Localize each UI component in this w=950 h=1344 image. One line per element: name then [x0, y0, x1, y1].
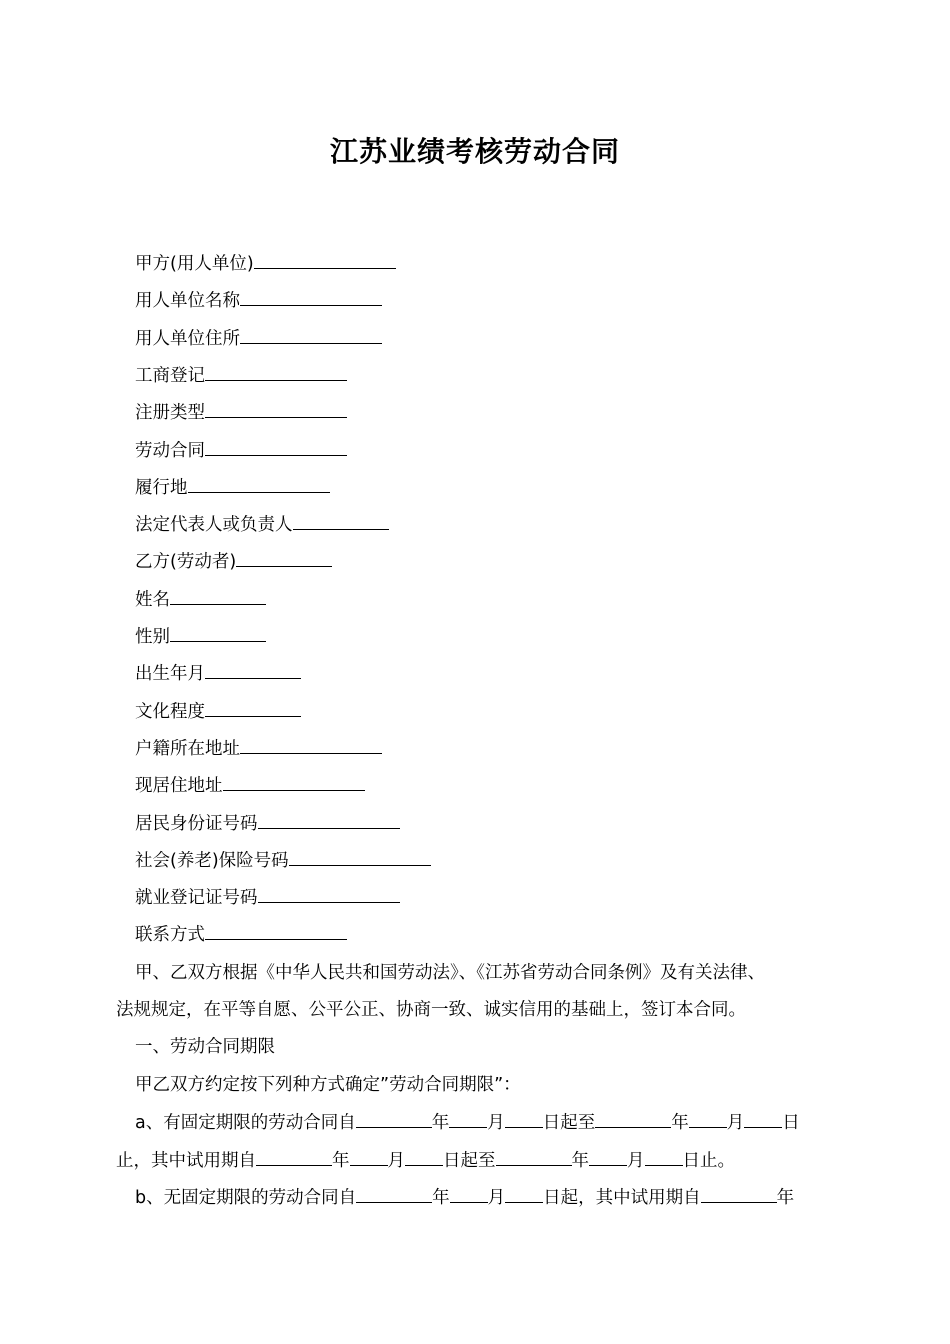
- form-field-blank[interactable]: [289, 847, 431, 866]
- form-field-label: 居民身份证号码: [135, 813, 258, 834]
- form-field-blank[interactable]: [170, 586, 266, 605]
- form-field-label: 现居住地址: [135, 776, 223, 797]
- day-label: 日: [782, 1113, 800, 1133]
- day-start-to-label: 日起至: [443, 1151, 496, 1171]
- year-label: 年: [432, 1188, 450, 1208]
- month-label: 月: [487, 1188, 506, 1208]
- clause-b-line1: [135, 1184, 794, 1211]
- day-start-to-label: 日起至: [542, 1113, 596, 1133]
- form-field-blank[interactable]: [205, 698, 301, 717]
- year-label: 年: [431, 1113, 450, 1133]
- form-field-blank[interactable]: [188, 474, 330, 493]
- form-field-label: 用人单位住所: [135, 328, 240, 349]
- day-end-label: 日止。: [682, 1151, 735, 1171]
- form-field-row: [135, 325, 382, 352]
- clause-a-line1: [135, 1109, 800, 1136]
- probation-start-year-blank[interactable]: [256, 1147, 332, 1166]
- form-field-label: 劳动合同: [135, 440, 205, 461]
- probation-end-month-blank[interactable]: [589, 1147, 627, 1166]
- month-label: 月: [627, 1151, 645, 1171]
- document-title: 江苏业绩考核劳动合同: [329, 135, 620, 168]
- form-field-blank[interactable]: [223, 772, 365, 791]
- form-field-label: 法定代表人或负责人: [135, 515, 293, 536]
- intro-paragraph-line1: 甲、乙双方根据《中华人民共和国劳动法》、《江苏省劳动合同条例》及有关法律、: [135, 963, 765, 983]
- form-field-row: [135, 287, 382, 314]
- form-field-blank[interactable]: [240, 287, 382, 306]
- b-start-month-blank[interactable]: [450, 1184, 488, 1203]
- month-label: 月: [726, 1113, 745, 1133]
- form-field-row: [135, 810, 400, 837]
- intro-paragraph-line2: 法规规定，在平等自愿、公平公正、协商一致、诚实信用的基础上，签订本合同。: [116, 1000, 746, 1020]
- form-field-row: [135, 698, 301, 725]
- section1-lead: 甲乙双方约定按下列种方式确定”劳动合同期限”：: [135, 1075, 521, 1095]
- year-label: 年: [776, 1188, 795, 1208]
- end-year-blank[interactable]: [595, 1109, 671, 1128]
- form-field-blank[interactable]: [205, 660, 301, 679]
- month-label: 月: [487, 1113, 505, 1133]
- clause-a-line2: [116, 1147, 735, 1174]
- form-field-row: [135, 474, 330, 501]
- year-label: 年: [332, 1151, 350, 1171]
- form-field-blank[interactable]: [240, 735, 382, 754]
- form-field-blank[interactable]: [205, 399, 347, 418]
- b-start-year-blank[interactable]: [356, 1184, 432, 1203]
- form-field-blank[interactable]: [236, 548, 332, 567]
- form-field-blank[interactable]: [170, 623, 266, 642]
- form-field-label: 甲方(用人单位): [135, 254, 254, 274]
- form-field-row: [135, 735, 382, 762]
- form-field-label: 性别: [135, 627, 170, 647]
- form-field-label: 注册类型: [135, 403, 205, 424]
- end-month-blank[interactable]: [689, 1109, 727, 1128]
- form-field-row: [135, 399, 347, 426]
- start-month-blank[interactable]: [449, 1109, 487, 1128]
- form-field-row: [135, 847, 431, 874]
- year-label: 年: [671, 1113, 689, 1133]
- form-field-label: 乙方(劳动者): [135, 552, 237, 573]
- start-year-blank[interactable]: [356, 1109, 432, 1128]
- start-day-blank[interactable]: [505, 1109, 543, 1128]
- clause-b-prefix: b、无固定期限的劳动合同自: [135, 1188, 357, 1208]
- form-field-label: 社会(养老)保险号码: [135, 850, 289, 871]
- form-field-row: [135, 772, 365, 799]
- probation-start-month-blank[interactable]: [350, 1147, 388, 1166]
- form-field-row: [135, 660, 301, 687]
- form-field-label: 用人单位名称: [135, 291, 240, 312]
- month-label: 月: [387, 1151, 405, 1171]
- form-field-row: [135, 437, 347, 464]
- end-day-blank[interactable]: [744, 1109, 782, 1128]
- form-field-blank[interactable]: [240, 325, 382, 344]
- form-field-row: [135, 548, 332, 575]
- probation-end-year-blank[interactable]: [496, 1147, 572, 1166]
- b-probation-year-blank[interactable]: [701, 1184, 777, 1203]
- form-field-blank[interactable]: [293, 511, 389, 530]
- form-field-blank[interactable]: [205, 921, 347, 940]
- form-field-blank[interactable]: [258, 810, 400, 829]
- probation-prefix: 止，其中试用期自: [116, 1151, 256, 1171]
- section1-heading: 一、劳动合同期限: [135, 1037, 275, 1057]
- form-field-label: 履行地: [135, 477, 188, 498]
- form-field-row: [135, 250, 396, 277]
- day-start-label: 日起，其中试用期自: [543, 1188, 701, 1208]
- form-field-label: 出生年月: [135, 664, 205, 685]
- form-field-label: 工商登记: [135, 365, 205, 386]
- form-field-label: 联系方式: [135, 925, 205, 946]
- form-field-row: [135, 586, 266, 613]
- year-label: 年: [571, 1151, 589, 1171]
- form-field-row: [135, 623, 266, 650]
- form-field-blank[interactable]: [205, 362, 347, 381]
- form-field-label: 姓名: [135, 589, 170, 610]
- probation-end-day-blank[interactable]: [645, 1147, 683, 1166]
- b-start-day-blank[interactable]: [505, 1184, 543, 1203]
- form-field-row: [135, 362, 347, 389]
- probation-start-day-blank[interactable]: [405, 1147, 443, 1166]
- form-field-row: [135, 511, 389, 538]
- form-field-label: 就业登记证号码: [135, 888, 258, 909]
- form-field-label: 文化程度: [135, 701, 205, 722]
- form-field-blank[interactable]: [258, 884, 400, 903]
- form-field-blank[interactable]: [254, 250, 396, 269]
- form-field-row: [135, 884, 400, 911]
- form-field-row: [135, 921, 347, 948]
- form-field-blank[interactable]: [205, 437, 347, 456]
- form-field-label: 户籍所在地址: [135, 738, 240, 759]
- clause-a-prefix: a、有固定期限的劳动合同自: [135, 1113, 356, 1133]
